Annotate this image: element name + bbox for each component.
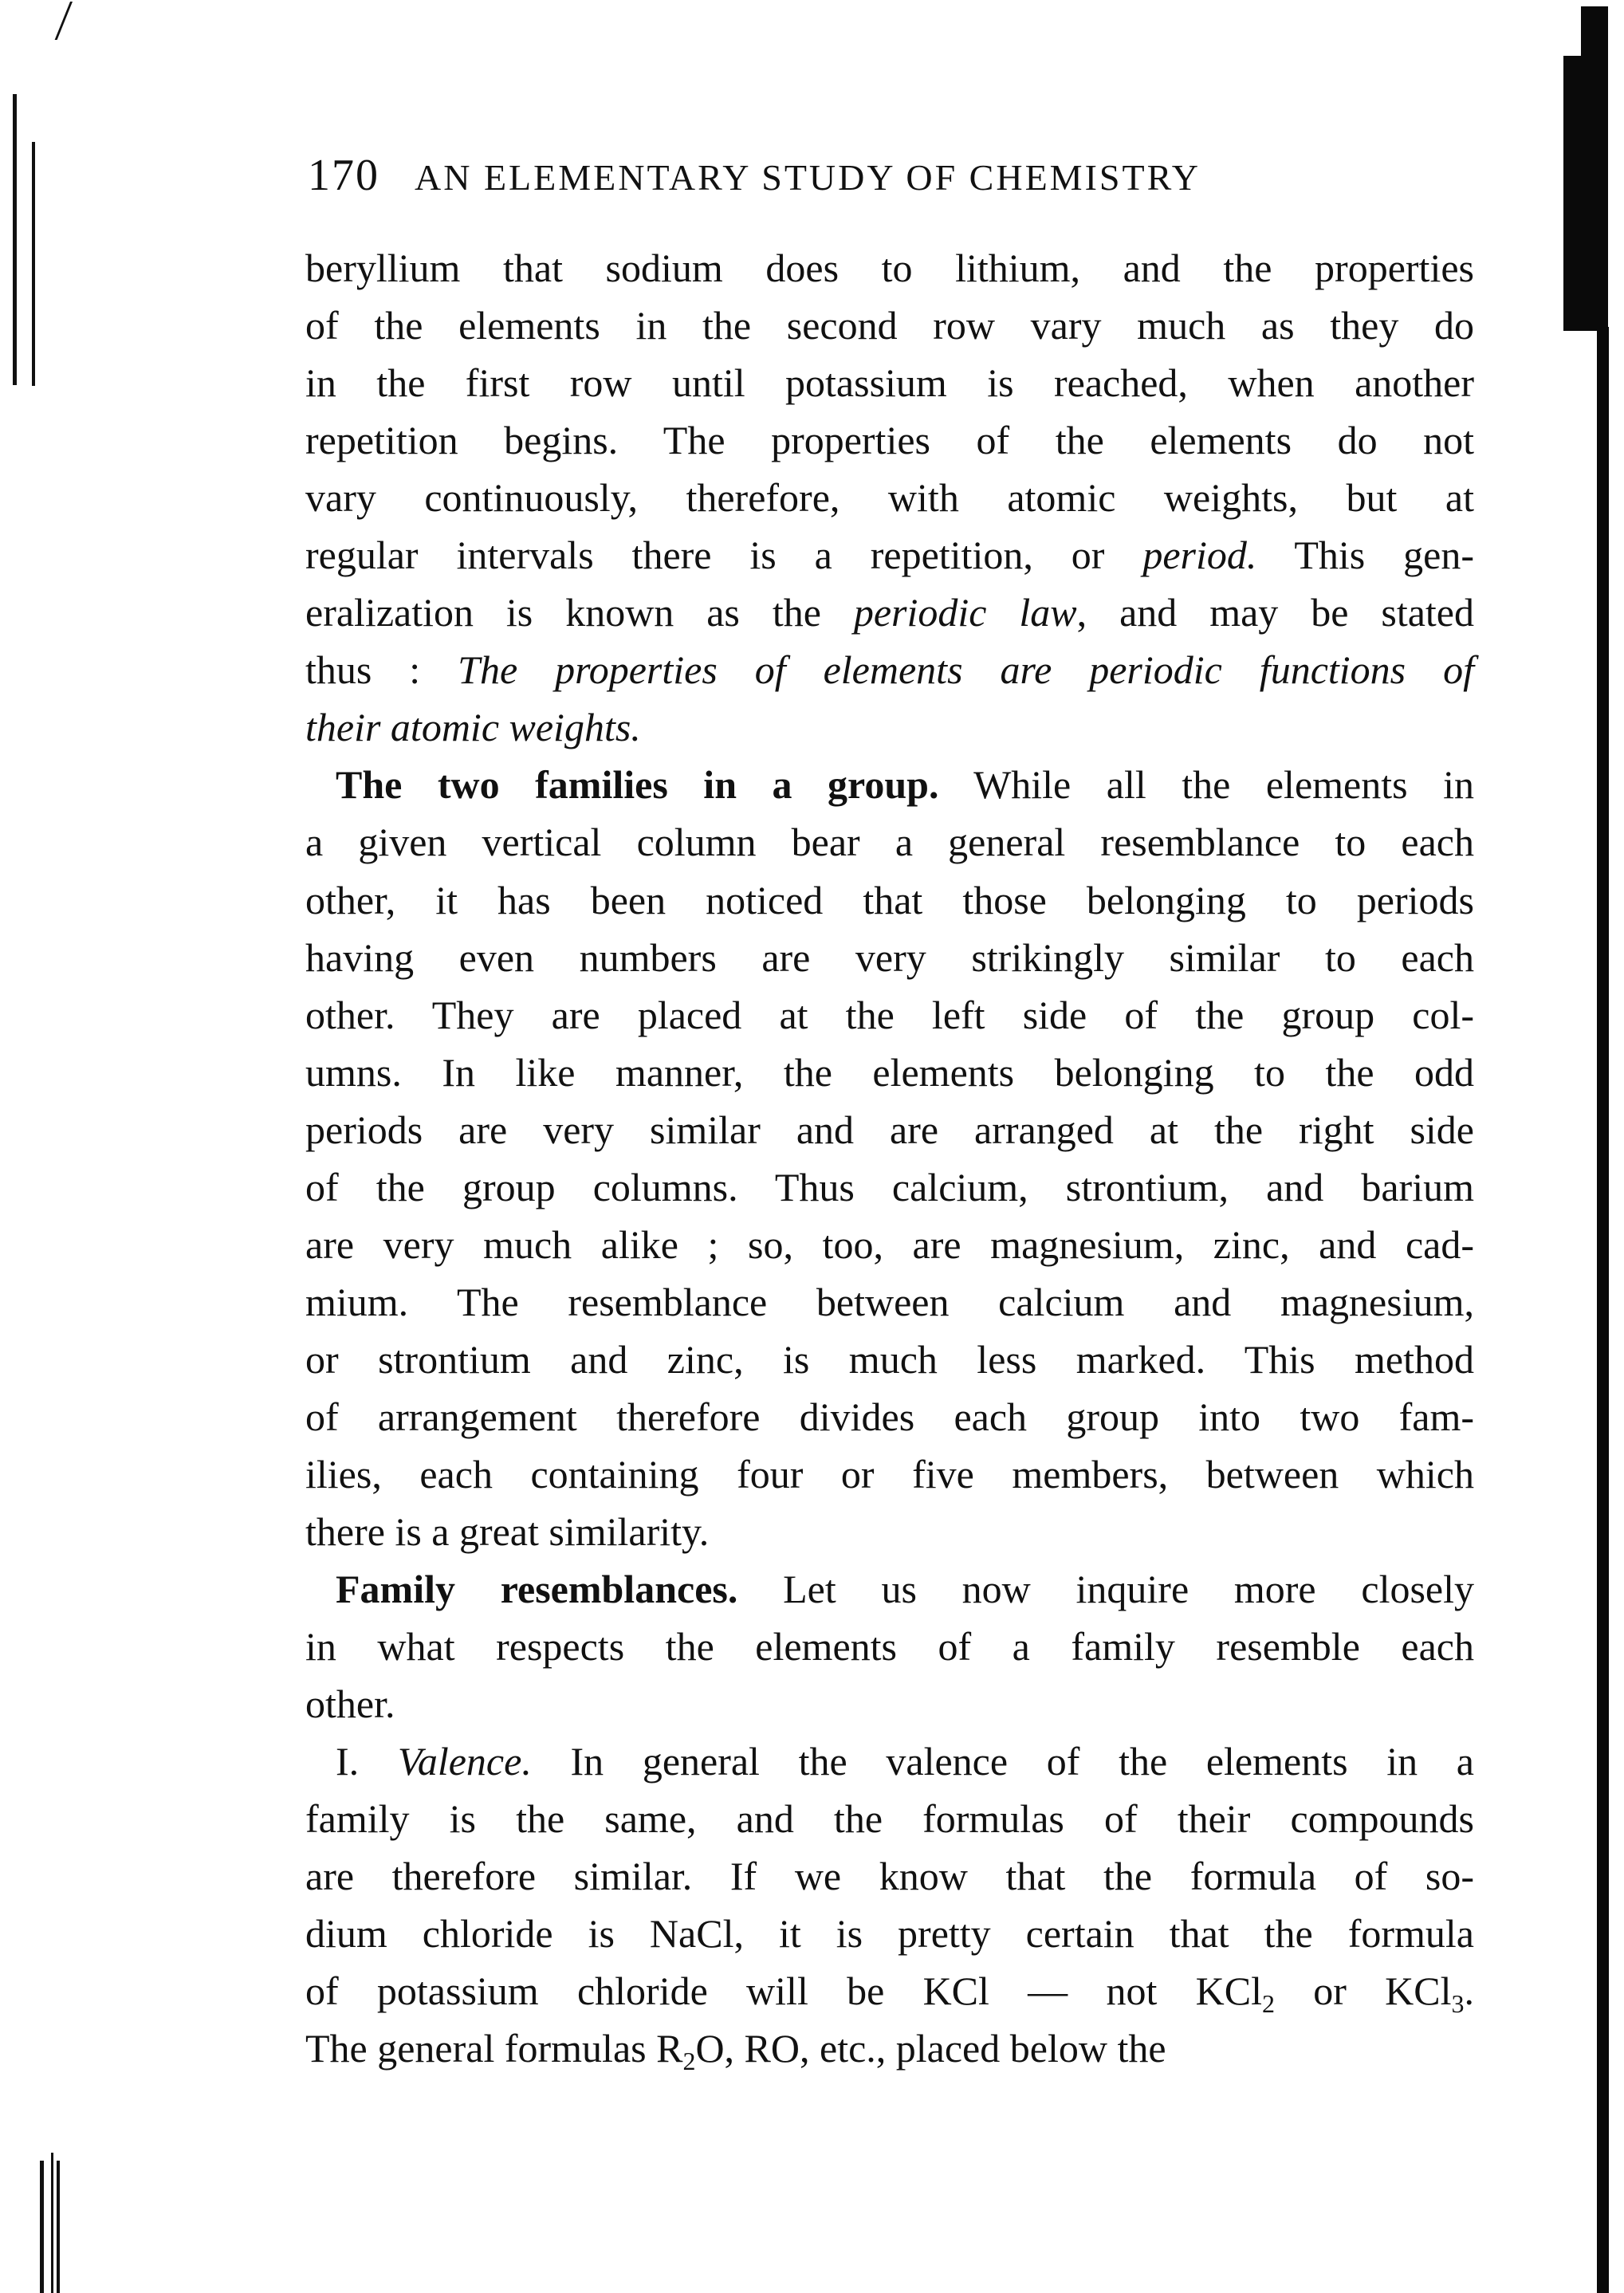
text-line: thus : The properties of elements are periodic functions of bbox=[305, 647, 1474, 693]
text-line: other. bbox=[305, 1681, 395, 1727]
italic-term: periodic law bbox=[853, 590, 1077, 635]
subscript: 2 bbox=[1261, 1989, 1275, 2019]
text-line: of arrangement therefore divides each group into two fam- bbox=[305, 1394, 1474, 1439]
paragraph-p3 bbox=[305, 1560, 1474, 1733]
binding-line bbox=[13, 94, 17, 385]
text-line: of the group columns. Thus calcium, strontium, and barium bbox=[305, 1164, 1474, 1209]
section-heading: The two families in a group. bbox=[336, 762, 939, 808]
text-line: there is a great similarity. bbox=[305, 1509, 710, 1555]
text-line: repetition begins. The properties of the elements do not bbox=[305, 418, 1474, 463]
binding-line bbox=[57, 2161, 60, 2293]
text-line: Family resemblances. Let us now inquire more closely bbox=[336, 1567, 1474, 1612]
paragraph-p4 bbox=[305, 1733, 1474, 2077]
text-line: mium. The resemblance between calcium and magnesium, bbox=[305, 1279, 1474, 1324]
text-line: family is the same, and the formulas of their compounds bbox=[305, 1796, 1474, 1842]
text-line: having even numbers are very strikingly similar to each bbox=[305, 934, 1474, 980]
paragraph-p1 bbox=[305, 239, 1474, 756]
text-line: vary continuously, therefore, with atomic weights, but at bbox=[305, 475, 1474, 521]
running-title: AN ELEMENTARY STUDY OF CHEMISTRY bbox=[415, 157, 1201, 198]
text-line: beryllium that sodium does to lithium, and the properties bbox=[305, 246, 1474, 290]
body-text bbox=[305, 239, 1474, 2078]
page-edge-shadow bbox=[1581, 6, 1608, 62]
pencil-mark bbox=[55, 2, 73, 40]
text-line bbox=[305, 698, 1474, 756]
binding-line bbox=[40, 2161, 44, 2293]
text-line: periods are very similar and are arranged at the right side bbox=[305, 1107, 1474, 1152]
text-line: of potassium chloride will be KCl — not KCl$_2$ or KCl$_3$. bbox=[305, 1969, 1475, 2019]
italic-term: their atomic weights. bbox=[305, 705, 641, 750]
page-number: 170 bbox=[308, 151, 379, 200]
running-header bbox=[308, 150, 1480, 206]
text-line: I. Valence. In general the valence of the elements in a bbox=[336, 1739, 1475, 1784]
subscript: 2 bbox=[682, 2047, 696, 2076]
text-line: The two families in a group. While all the elements in bbox=[336, 762, 1474, 808]
binding-line bbox=[51, 2153, 53, 2293]
text-line: or strontium and zinc, is much less marked. This method bbox=[305, 1336, 1474, 1382]
text-line: dium chloride is NaCl, it is pretty certain that the formula bbox=[305, 1911, 1474, 1957]
page-edge-shadow bbox=[1563, 56, 1608, 331]
text-line: umns. In like manner, the elements belonging to the odd bbox=[305, 1049, 1474, 1095]
text-line: are therefore similar. If we know that the formula of so- bbox=[305, 1854, 1474, 1899]
italic-term: Valence. bbox=[397, 1739, 532, 1784]
page-edge-shadow bbox=[1597, 327, 1609, 2293]
text-line: in the first row until potassium is reached, when another bbox=[305, 360, 1474, 406]
text-line: other. They are placed at the left side of the group col- bbox=[305, 992, 1474, 1037]
section-heading: Family resemblances. bbox=[336, 1567, 738, 1612]
text-line: a given vertical column bear a general resemblance to each bbox=[305, 820, 1474, 865]
binding-line bbox=[32, 142, 35, 386]
text-line: eralization is known as the periodic law, and may be stated bbox=[305, 590, 1474, 635]
paragraph-p2 bbox=[305, 756, 1474, 1560]
text-line: other, it has been noticed that those belonging to periods bbox=[305, 877, 1474, 922]
italic-term: The properties of elements are periodic functions of bbox=[458, 647, 1474, 693]
italic-term: period. bbox=[1142, 533, 1257, 578]
text-line: are very much alike ; so, too, are magnesium, zinc, and cad- bbox=[305, 1221, 1474, 1267]
text-line: regular intervals there is a repetition, or period. This gen- bbox=[305, 533, 1474, 578]
text-line: in what respects the elements of a family resemble each bbox=[305, 1624, 1474, 1670]
subscript: 3 bbox=[1451, 1989, 1465, 2019]
text-line: ilies, each containing four or five members, between which bbox=[305, 1451, 1474, 1497]
text-line: The general formulas $R_2O$, RO, etc., placed below the bbox=[305, 2026, 1166, 2076]
text-line: of the elements in the second row vary much as they do bbox=[305, 303, 1474, 348]
